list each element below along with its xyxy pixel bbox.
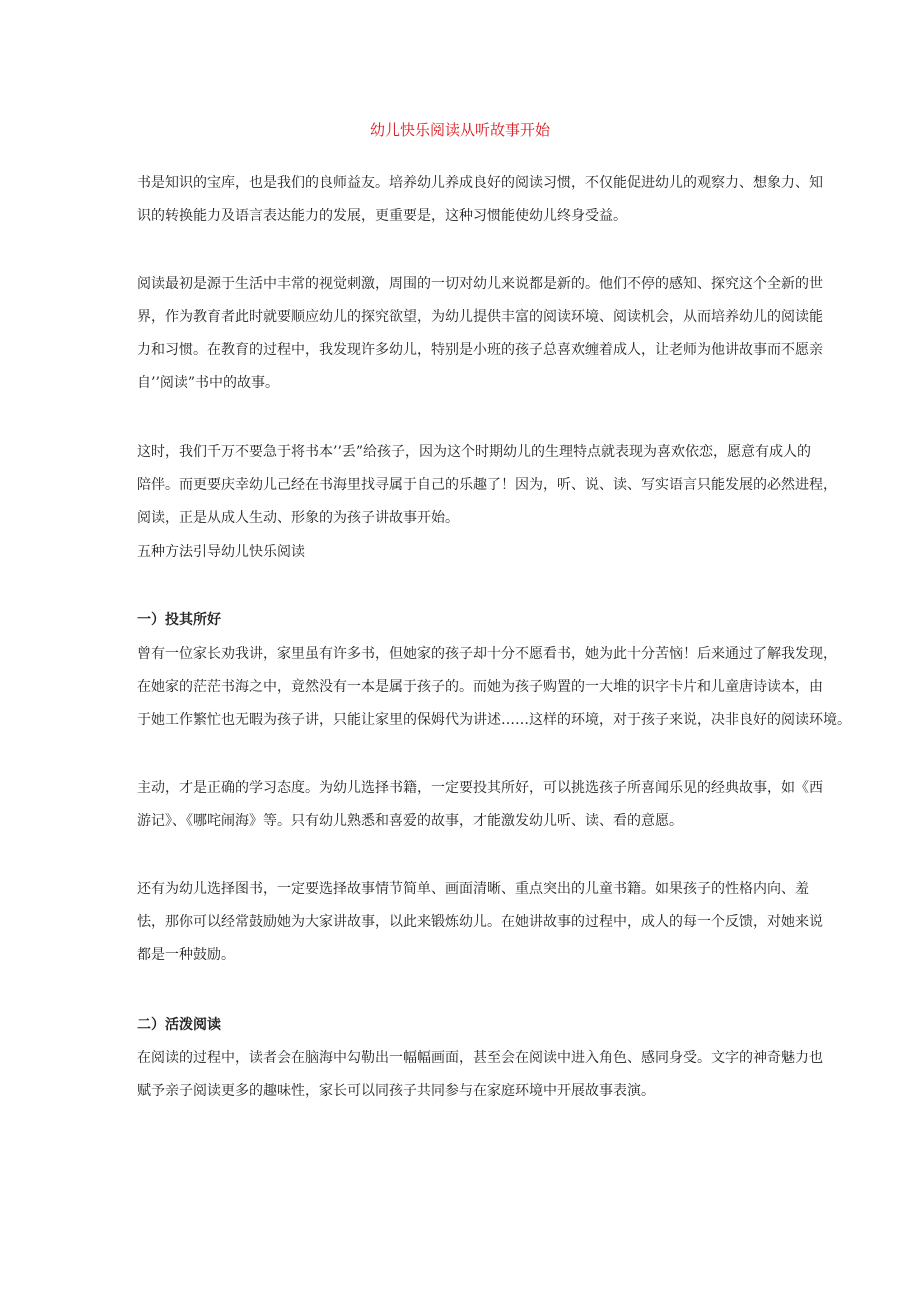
paragraph-line: 于她工作繁忙也无暇为孩子讲，只能让家里的保姆代为讲述……这样的环境，对于孩子来说，决非良好的阅读环境。: [137, 712, 851, 728]
paragraph-line: 这时，我们千万不要急于将书本’’丢”给孩子，因为这个时期幼儿的生理特点就表现为喜欢依恋，愿意有成人的: [137, 444, 812, 460]
paragraph-line: 阅读，正是从成人生动、形象的为孩子讲故事开始。: [137, 510, 459, 526]
paragraph-line: 界，作为教育者此时就要顺应幼儿的探究欲望，为幼儿提供丰富的阅读环境、阅读机会，从而培养幼儿的阅读能: [137, 309, 823, 325]
paragraph-line: 都是一种鼓励。: [137, 947, 235, 963]
section2-paragraph-1: [137, 1042, 823, 1108]
section-heading-2: 二）活泼阅读: [137, 1017, 221, 1033]
section1-paragraph-2: [137, 772, 823, 838]
section-heading-1: 一）投其所好: [137, 612, 221, 628]
paragraph-dont-rush: [137, 436, 837, 535]
paragraph-line: 怯，那你可以经常鼓励她为大家讲故事，以此来锻炼幼儿。在她讲故事的过程中，成人的每一个反馈，对她来说: [137, 914, 823, 930]
paragraph-line: 力和习惯。在教育的过程中，我发现许多幼儿，特别是小班的孩子总喜欢缠着成人，让老师为他讲故事而不愿亲: [137, 342, 823, 358]
section1-paragraph-3: [137, 873, 823, 972]
paragraph-line: 游记》、《哪咤闹海》等。只有幼儿熟悉和喜爱的故事，才能激发幼儿听、读、看的意愿。: [137, 813, 683, 829]
section1-paragraph-1: [137, 638, 851, 737]
paragraph-line: 赋予亲子阅读更多的趣味性，家长可以同孩子共同参与在家庭环境中开展故事表演。: [137, 1083, 655, 1099]
paragraph-line: 曾有一位家长劝我讲，家里虽有许多书，但她家的孩子却十分不愿看书，她为此十分苦恼！后来通过了解我发现，: [137, 646, 837, 662]
paragraph-reading-origin: [137, 268, 823, 400]
paragraph-line: 陪伴。而更要庆幸幼儿己经在书海里找寻属于自己的乐趣了！因为，听、说、读、写实语言只能发展的必然进程，: [137, 477, 837, 493]
paragraph-line: 识的转换能力及语言表达能力的发展，更重要是，这种习惯能使幼儿终身受益。: [137, 208, 627, 224]
paragraph-line: 在阅读的过程中，读者会在脑海中勾勒出一幅幅画面，甚至会在阅读中进入角色、感同身受。文字的神奇魅力也: [137, 1050, 823, 1066]
document-title: 幼儿快乐阅读从听故事开始: [369, 121, 550, 139]
paragraph-line: 主动，才是正确的学习态度。为幼儿选择书籍，一定要投其所好，可以挑选孩子所喜闻乐见的经典故事，如《西: [137, 780, 823, 796]
paragraph-line: 在她家的茫茫书海之中，竟然没有一本是属于孩子的。而她为孩子购置的一大堆的识字卡片和儿童唐诗读本，由: [137, 679, 823, 695]
paragraph-line: 自’’阅读”书中的故事。: [137, 375, 280, 391]
methods-intro: 五种方法引导幼儿快乐阅读: [137, 544, 305, 560]
paragraph-line: 书是知识的宝库，也是我们的良师益友。培养幼儿养成良好的阅读习惯，不仅能促进幼儿的观察力、想象力、知: [137, 175, 823, 191]
paragraph-line: 还有为幼儿选择图书，一定要选择故事情节简单、画面清晰、重点突出的儿童书籍。如果孩子的性格内向、羞: [137, 881, 809, 897]
paragraph-intro: [137, 167, 823, 233]
paragraph-line: 阅读最初是源于生活中丰常的视觉刺激，周围的一切对幼儿来说都是新的。他们不停的感知、探究这个全新的世: [137, 276, 823, 292]
